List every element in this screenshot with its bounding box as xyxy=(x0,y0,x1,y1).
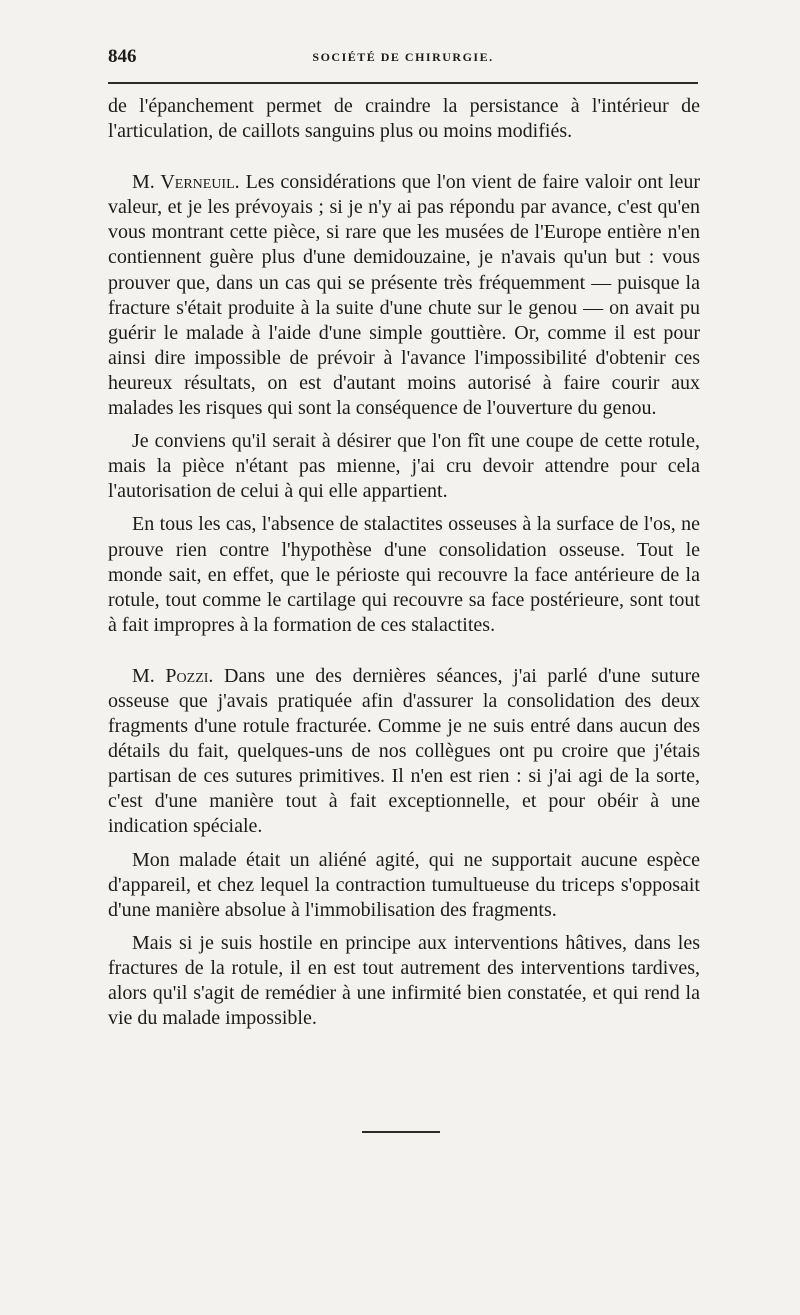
speaker-name: M. Verneuil. xyxy=(132,171,240,194)
paragraph-text: Je conviens qu'il serait à désirer que l'on fît une coupe de cette rotule, mais la pièce n'étant pas mienne, j'ai cru devoir attendre pour cela l'autorisation de celui à qui elle appartient. xyxy=(108,430,700,503)
paragraph-text: En tous les cas, l'absence de stalactites osseuses à la surface de l'os, ne prouve rien contre l'hypothèse d'une consolidation osseuse. Tout le monde sait, en effet, que le périoste qui recouvre la face antérieure de la rotule, tout comme le cartilage qui recouvre sa face postérieure, sont tout à fait impropres à la formation de ces stalactites. xyxy=(108,513,700,636)
page-body xyxy=(108,94,700,1031)
paragraph-text: Mon malade était un aliéné agité, qui ne supportait aucune espèce d'appareil, et chez lequel la contraction tumultueuse du triceps s'opposait d'une manière absolue à l'immobilisation des fragments. xyxy=(108,848,700,921)
paragraph xyxy=(108,512,700,637)
paragraph xyxy=(108,429,700,504)
page-number: 846 xyxy=(108,46,137,67)
paragraph-text: Dans une des dernières séances, j'ai parlé d'une suture osseuse que j'avais pratiquée afin d'assurer la consolidation des deux fragments d'une rotule fracturée. Comme je ne suis entré dans aucun des détails du fait, quelques-uns de nos collègues ont pu croire que j'étais partisan de ces sutures primitives. Il n'en est rien : si j'ai agi de la sorte, c'est d'une manière tout à fait exceptionnelle, et pour obéir à une indication spéciale. xyxy=(108,664,700,838)
paragraph-text: Les considérations que l'on vient de faire valoir ont leur valeur, et je les prévoyais ; si je n'y ai pas répondu par avance, c'est qu'en vous montrant cette pièce, si rare que les musées de l'Europe entière n'en contiennent guère plus d'une demidouzaine, je n'avais qu'un but : vous prouver que, dans un cas qui se présente très fréquemment — puisque la fracture s'était produite à la suite d'une chute sur le genou — on avait pu guérir le malade à l'aide d'une simple gouttière. Or, comme il est pour ainsi dire impossible de prévoir à l'avance l'impossibilité d'obtenir ces heureux résultats, on est d'autant moins autorisé à faire courir aux malades les risques qui sont la conséquence de l'ouverture du genou. xyxy=(108,171,700,420)
running-head: SOCIÉTÉ DE CHIRURGIE. xyxy=(312,50,494,64)
speaker-name: M. Pozzi. xyxy=(132,664,214,687)
end-rule xyxy=(362,1131,440,1133)
paragraph-text: Mais si je suis hostile en principe aux interventions hâtives, dans les fractures de la rotule, il en est tout autrement des interventions tardives, alors qu'il s'agit de remédier à une infirmité bien constatée, et qui rend la vie du malade impossible. xyxy=(108,931,700,1030)
paragraph xyxy=(108,931,700,1031)
paragraph-text: de l'épanchement permet de craindre la persistance à l'intérieur de l'articulation, de caillots sanguins plus ou moins modifiés. xyxy=(108,95,700,143)
header-rule xyxy=(108,82,698,84)
paragraph xyxy=(108,170,700,421)
paragraph xyxy=(108,664,700,840)
page-header xyxy=(108,46,698,70)
paragraph xyxy=(108,848,700,923)
paragraph xyxy=(108,94,700,144)
